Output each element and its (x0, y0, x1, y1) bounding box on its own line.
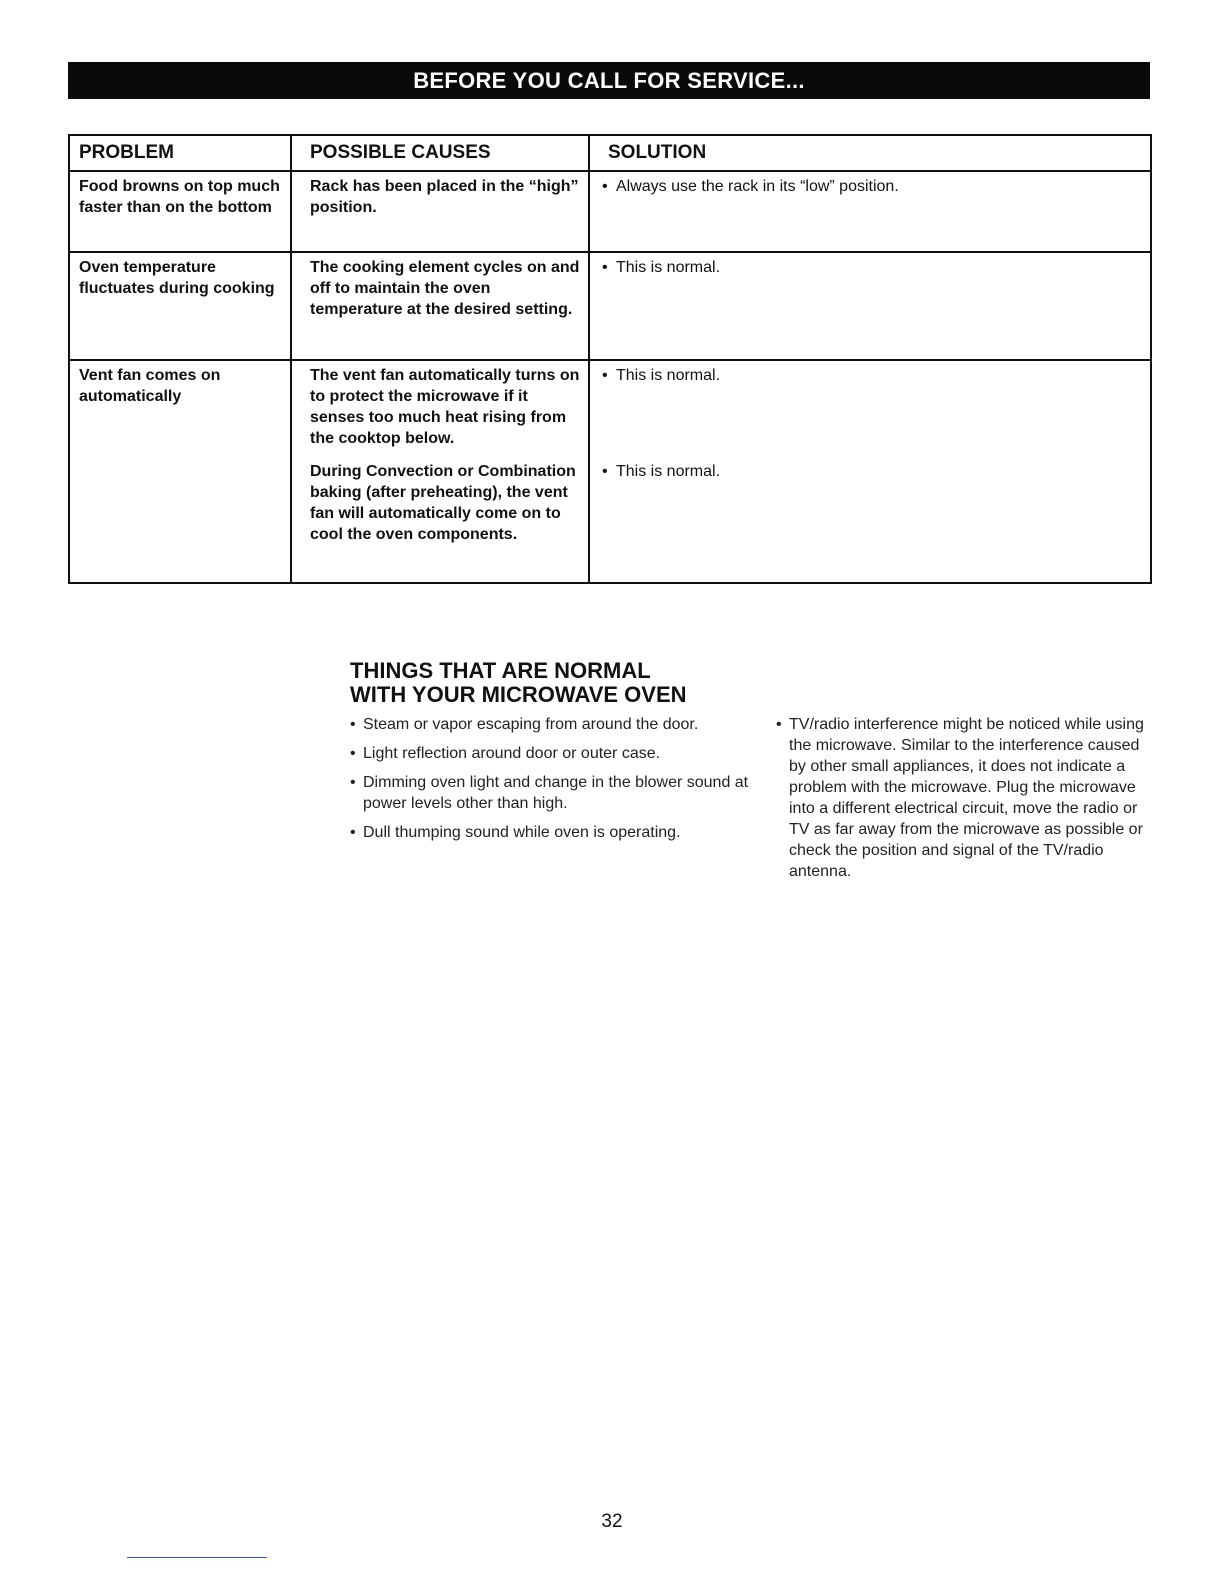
bullet-icon: • (776, 716, 782, 733)
solution-item: • This is normal. (602, 463, 721, 480)
cause-text: The vent fan automatically turns on to protect the microwave if it senses too much heat rising from the cooktop below. (310, 367, 580, 447)
header-solution: SOLUTION (589, 135, 1151, 171)
cause-cell (291, 252, 589, 360)
problem-cell: Oven temperature fluctuates during cooking (69, 252, 291, 360)
bullet-icon: • (602, 463, 608, 480)
bullet-icon: • (350, 824, 356, 841)
cause-text: The cooking element cycles on and off to maintain the oven temperature at the desired setting. (310, 259, 580, 318)
page-number: 32 (601, 1511, 623, 1532)
troubleshooting-table (68, 134, 1152, 584)
table-header-row (69, 135, 1151, 171)
problem-cell: Vent fan comes on automatically (69, 360, 291, 583)
solution-item: • This is normal. (602, 259, 721, 276)
list-item: • Light reflection around door or outer case. (350, 745, 661, 762)
problem-cell: Food browns on top much faster than on the bottom (69, 171, 291, 252)
bullet-icon: • (602, 259, 608, 276)
heading-line-1: THINGS THAT ARE NORMAL (350, 658, 651, 683)
header-problem: PROBLEM (69, 135, 291, 171)
list-item: • Dimming oven light and change in the blower sound at power levels other than high. (350, 774, 749, 812)
cause-cell (291, 360, 589, 583)
solution-cell (589, 360, 1151, 583)
solution-item: • This is normal. (602, 367, 721, 384)
list-item: • Steam or vapor escaping from around the door. (350, 716, 699, 733)
page-banner: BEFORE YOU CALL FOR SERVICE... (68, 62, 1150, 99)
normal-things-heading (350, 659, 770, 707)
solution-item: • Always use the rack in its “low” position. (602, 178, 899, 195)
list-item: • Dull thumping sound while oven is operating. (350, 824, 681, 841)
normal-list-left (350, 714, 750, 851)
normal-list-right (776, 714, 1160, 890)
bullet-icon: • (602, 178, 608, 195)
cause-cell (291, 171, 589, 252)
table-row (69, 360, 1151, 583)
solution-cell (589, 252, 1151, 360)
table-row (69, 171, 1151, 252)
table-row (69, 252, 1151, 360)
cause-text: During Convection or Combination baking (after preheating), the vent fan will automatically come on to cool the oven components. (310, 463, 576, 543)
bullet-icon: • (350, 745, 356, 762)
bullet-icon: • (350, 774, 356, 791)
header-possible-causes: POSSIBLE CAUSES (291, 135, 589, 171)
bullet-icon: • (350, 716, 356, 733)
list-item: • TV/radio interference might be noticed while using the microwave. Similar to the interference caused by other small appliances, it does not indicate a problem with the microwave. Plug the microwave into a different electrical circuit, move the radio or TV as far away from the microwave as possible or check the position and signal of the TV/radio antenna. (776, 716, 1144, 880)
heading-line-2: WITH YOUR MICROWAVE OVEN (350, 682, 687, 707)
footer-divider (127, 1557, 267, 1558)
bullet-icon: • (602, 367, 608, 384)
solution-cell (589, 171, 1151, 252)
cause-text: Rack has been placed in the “high” position. (310, 178, 579, 216)
